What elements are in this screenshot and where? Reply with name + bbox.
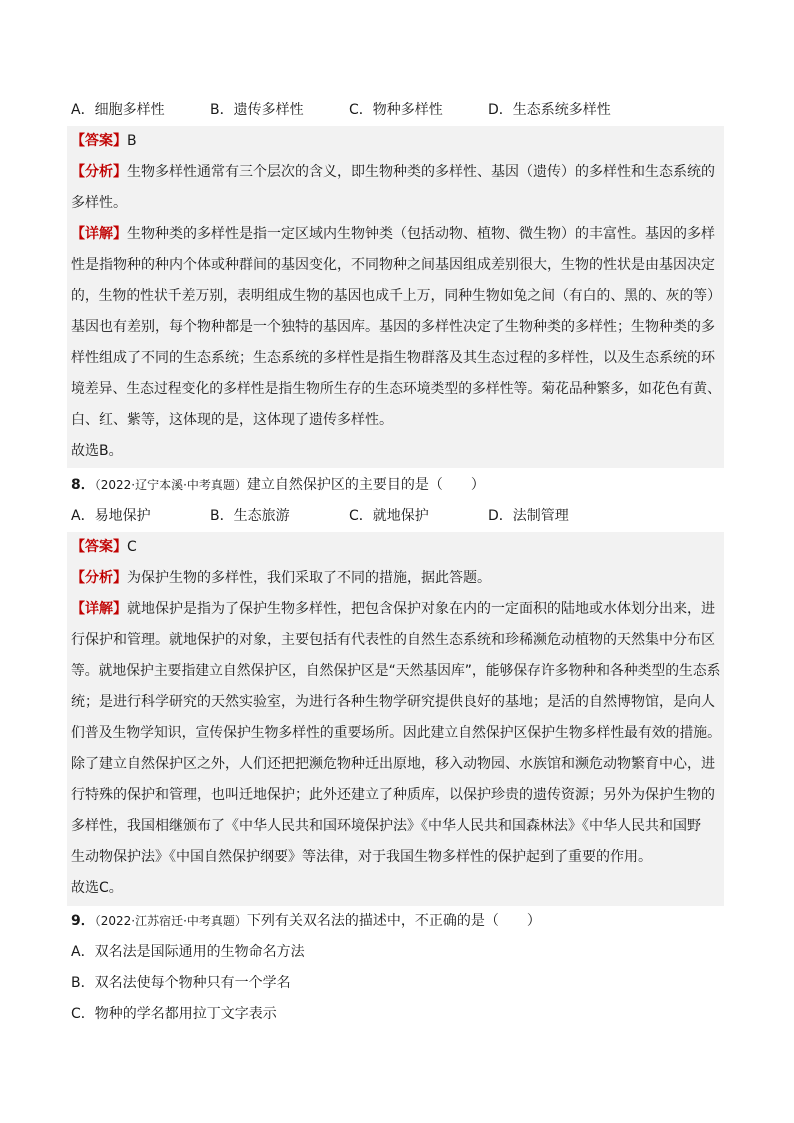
q7-detail (71, 224, 715, 244)
q7-detail-line: 的，生物的性状千差万别，表明组成生物的基因也成千上万，同种生物如兔之间（有白的、黑的、灰的等） (71, 288, 721, 304)
question-number: 9． (71, 913, 95, 929)
q7-analysis-line: 多样性。 (71, 195, 127, 211)
q7-options (71, 100, 611, 120)
q8-detail-line: 们普及生物学知识，宣传保护生物多样性的重要场所。因此建立自然保护区保护生物多样性最有效的措施。 (71, 725, 721, 741)
analysis-text: 生物多样性通常有三个层次的含义，即生物种类的多样性、基因（遗传）的多样性和生态系统的 (127, 164, 715, 180)
analysis-tag: 【分析】 (71, 164, 127, 180)
q7-option-c: C．物种多样性 (349, 102, 443, 118)
q7-answer (71, 131, 137, 151)
analysis-tag: 【分析】 (71, 570, 127, 586)
q8-conclusion: 故选C。 (71, 880, 123, 896)
question-text: 建立自然保护区的主要目的是（ ） (246, 477, 485, 493)
detail-text: 就地保护是指为了保护生物多样性，把包含保护对象在内的一定面积的陆地或水体划分出来，进 (127, 601, 715, 617)
q8-analysis (71, 568, 491, 588)
q8-detail-line: 行保护和管理。就地保护的对象，主要包括有代表性的自然生态系统和珍稀濒危动植物的天然集中分布区 (71, 632, 715, 648)
detail-tag: 【详解】 (71, 226, 127, 242)
analysis-text: 为保护生物的多样性，我们采取了不同的措施，据此答题。 (127, 570, 491, 586)
q8-detail (71, 599, 715, 619)
q8-stem (71, 475, 485, 495)
q7-detail-line: 性是指物种的种内个体或种群间的基因变化，不同物种之间基因组成差别很大，生物的性状是由基因决定 (71, 257, 715, 273)
q7-option-b: B．遗传多样性 (210, 102, 304, 118)
question-number: 8． (71, 477, 95, 493)
detail-text: 生物种类的多样性是指一定区域内生物钟类（包括动物、植物、微生物）的丰富性。基因的多样 (127, 226, 715, 242)
answer-value: B (127, 133, 137, 149)
q9-option-a: A．双名法是国际通用的生物命名方法 (71, 944, 305, 960)
q8-detail-line: 生动物保护法》《中国自然保护纲要》等法律，对于我国生物多样性的保护起到了重要的作用。 (71, 849, 652, 865)
q8-option-c: C．就地保护 (349, 508, 429, 524)
q8-detail-line: 统；是进行科学研究的天然实验室，为进行各种生物学研究提供良好的基地；是活的自然博物馆，是向人 (71, 694, 715, 710)
question-source: （2022·江苏宿迁·中考真题） (94, 914, 247, 928)
q9-stem (71, 911, 541, 931)
q7-option-d: D．生态系统多样性 (488, 102, 611, 118)
q8-option-a: A．易地保护 (71, 508, 151, 524)
question-source: （2022·辽宁本溪·中考真题） (94, 478, 247, 492)
q8-detail-line: 除了建立自然保护区之外，人们还把把濒危物种迁出原地，移入动物园、水族馆和濒危动物繁育中心，进 (71, 756, 715, 772)
q7-detail-line: 样性组成了不同的生态系统；生态系统的多样性是指生物群落及其生态过程的多样性，以及生态系统的环 (71, 350, 715, 366)
q9-option-c: C．物种的学名都用拉丁文字表示 (71, 1006, 277, 1022)
q7-detail-line: 境差异、生态过程变化的多样性是指生物所生存的生态环境类型的多样性等。菊花品种繁多，如花色有黄、 (71, 381, 721, 397)
detail-tag: 【详解】 (71, 601, 127, 617)
q8-detail-line: 多样性，我国相继颁布了《中华人民共和国环境保护法》《中华人民共和国森林法》《中华人民共和国野 (71, 818, 701, 834)
answer-tag: 【答案】 (71, 133, 127, 149)
answer-tag: 【答案】 (71, 539, 127, 555)
q7-detail-line: 白、红、紫等，这体现的是，这体现了遗传多样性。 (71, 412, 393, 428)
q7-analysis (71, 162, 715, 182)
q8-detail-line: 等。就地保护主要指建立自然保护区，自然保护区是“天然基因库”，能够保存许多物种和各种类型的生态系 (71, 663, 721, 679)
q8-options (71, 506, 569, 526)
q7-conclusion: 故选B。 (71, 443, 123, 459)
q8-option-b: B．生态旅游 (210, 508, 290, 524)
q9-option-b: B．双名法使每个物种只有一个学名 (71, 975, 291, 991)
q8-detail-line: 行特殊的保护和管理，也叫迁地保护；此外还建立了种质库，以保护珍贵的遗传资源；另外为保护生物的 (71, 787, 715, 803)
q7-detail-line: 基因也有差别，每个物种都是一个独特的基因库。基因的多样性决定了生物种类的多样性；生物种类的多 (71, 319, 715, 335)
question-text: 下列有关双名法的描述中，不正确的是（ ） (246, 913, 541, 929)
q8-answer (71, 537, 137, 557)
q8-option-d: D．法制管理 (488, 508, 569, 524)
answer-value: C (127, 539, 137, 555)
q7-option-a: A．细胞多样性 (71, 102, 165, 118)
